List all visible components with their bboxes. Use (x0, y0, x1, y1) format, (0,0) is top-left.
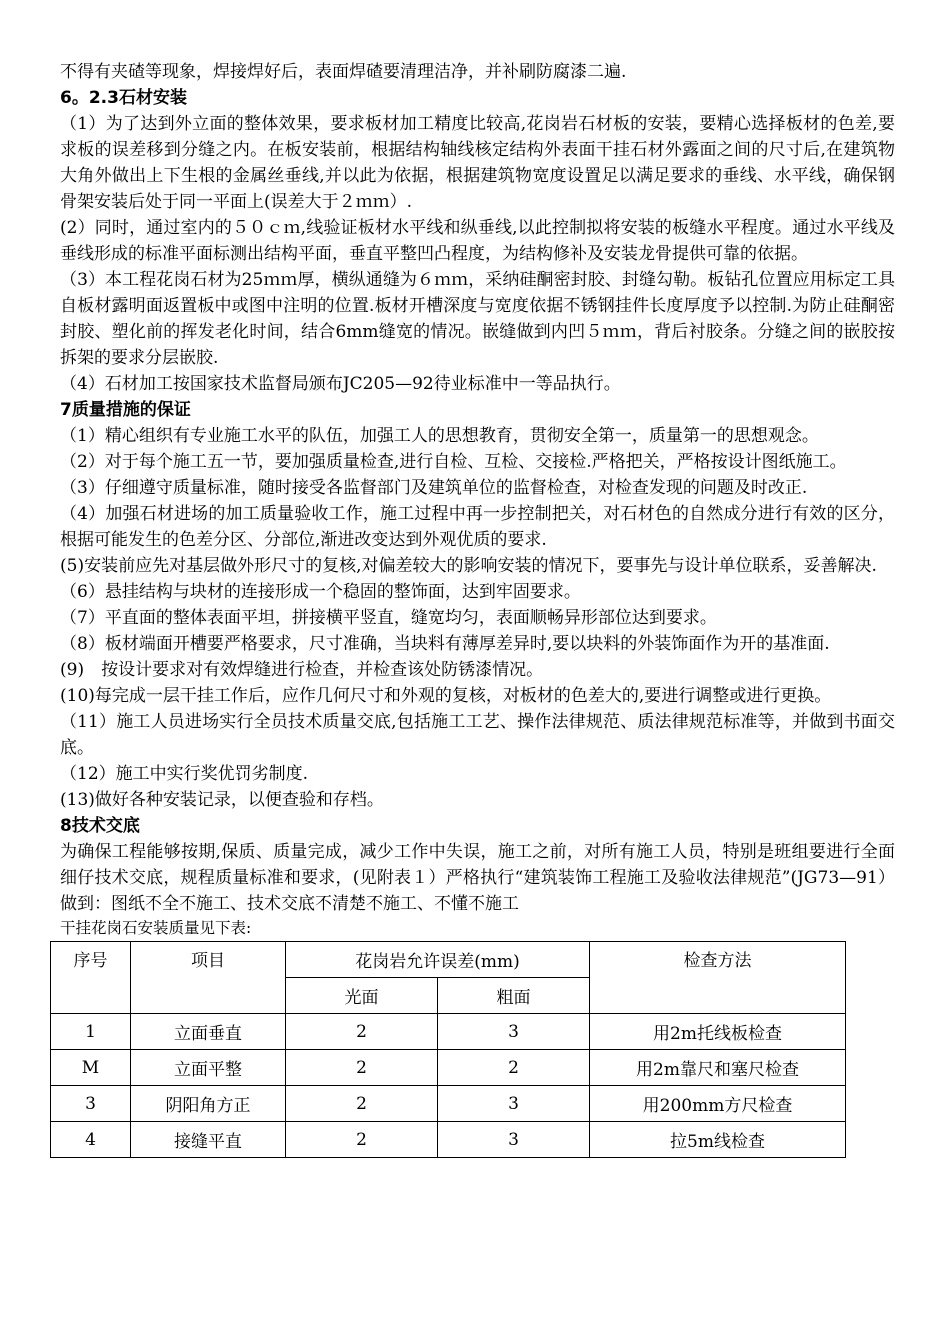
cell-method: 用200mm方尺检查 (590, 1086, 846, 1122)
table-caption: 干挂花岗石安装质量见下表: (60, 919, 252, 937)
paragraph: （3）本工程花岗石材为25ｍｍ厚，横纵通缝为６ｍｍ，采纳硅酮密封胶、封缝勾勒。板钻孔位置应用标定工具自板材露明面返置板中或图中注明的位置.板材开槽深度与宽度依据不锈钢挂件长度厚度予以控制.为防止硅酮密封胶、塑化前的挥发老化时间，结合6mm缝宽的情况。嵌缝做到内凹５ｍｍ，背后衬胶条。分缝之间的嵌胶按拆架的要求分层嵌胶. (60, 270, 895, 368)
cell-method: 用2m托线板检查 (590, 1014, 846, 1050)
paragraph: （11）施工人员进场实行全员技术质量交底,包括施工工艺、操作法律规范、质法律规范标准等，并做到书面交底。 (60, 712, 895, 758)
document-page (60, 59, 895, 1158)
paragraph: (5)安装前应先对基层做外形尺寸的复核,对偏差较大的影响安装的情况下，要事先与设计单位联系，妥善解决. (60, 556, 877, 576)
paragraph: （4）加强石材进场的加工质量验收工作，施工过程中再一步控制把关，对石材色的自然成分进行有效的区分，根据可能发生的色差分区、分部位,渐进改变达到外观优质的要求. (60, 504, 895, 550)
paragraph: （6）悬挂结构与块材的连接形成一个稳固的整饰面，达到牢固要求。 (60, 582, 581, 602)
paragraph: （12）施工中实行奖优罚劣制度. (60, 764, 309, 784)
table-row (51, 1014, 846, 1050)
cell-item: 立面平整 (131, 1050, 286, 1086)
cell-method: 用2m靠尺和塞尺检查 (590, 1050, 846, 1086)
cell-item: 立面垂直 (131, 1014, 286, 1050)
section-heading: 7质量措施的保证 (60, 400, 191, 420)
header-rough: 粗面 (438, 978, 590, 1014)
cell-smooth: 2 (286, 1122, 438, 1158)
quality-table (50, 941, 846, 1158)
cell-no: 3 (51, 1086, 131, 1122)
paragraph: （7）平直面的整体表面平坦，拼接横平竖直，缝宽均匀，表面顺畅异形部位达到要求。 (60, 608, 717, 628)
text-block (60, 59, 895, 917)
paragraph: 为确保工程能够按期,保质、质量完成，减少工作中失误，施工之前，对所有施工人员，特别是班组要进行全面细仔技术交底，规程质量标准和要求，(见附表１）严格执行“建筑装饰工程施工及验收法律规范”(JG73—91）做到：图纸不全不施工、技术交底不清楚不施工、不懂不施工 (60, 842, 895, 914)
paragraph: (9) 按设计要求对有效焊缝进行检查，并检查该处防锈漆情况。 (60, 660, 544, 680)
paragraph: (13)做好各种安装记录，以便查验和存档。 (60, 790, 384, 810)
table-row (51, 1050, 846, 1086)
paragraph: （2）对于每个施工五一节，要加强质量检查,进行自检、互检、交接检.严格把关，严格按设计图纸施工。 (60, 452, 847, 472)
cell-rough: 2 (438, 1050, 590, 1086)
header-no: 序号 (51, 942, 131, 1014)
paragraph: (10)每完成一层干挂工作后，应作几何尺寸和外观的复核，对板材的色差大的,要进行调整或进行更换。 (60, 686, 832, 706)
paragraph: （1）为了达到外立面的整体效果，要求板材加工精度比较高,花岗岩石材板的安装，要精心选择板材的色差,要求板的误差移到分缝之内。在板安装前，根据结构轴线核定结构外表面干挂石材外露面之间的尺寸后,在建筑物大角外做出上下生根的金属丝垂线,并以此为依据，根据建筑物宽度设置足以满足要求的垂线、水平线，确保钢骨架安装后处于同一平面上(误差大于２ｍｍ）. (60, 114, 895, 212)
paragraph: （3）仔细遵守质量标准，随时接受各监督部门及建筑单位的监督检查，对检查发现的问题及时改正. (60, 478, 808, 498)
table-header-row (51, 942, 846, 978)
cell-rough: 3 (438, 1122, 590, 1158)
paragraph: (2）同时，通过室内的５０ｃｍ,线验证板材水平线和纵垂线,以此控制拟将安装的板缝水平程度。通过水平线及垂线形成的标准平面标测出结构平面，垂直平整凹凸程度，为结构修补及安装龙骨提供可靠的依据。 (60, 218, 895, 264)
cell-smooth: 2 (286, 1014, 438, 1050)
cell-rough: 3 (438, 1086, 590, 1122)
cell-smooth: 2 (286, 1086, 438, 1122)
header-tolerance: 花岗岩允许误差(mm) (286, 942, 590, 978)
cell-method: 拉5m线检查 (590, 1122, 846, 1158)
cell-no: 4 (51, 1122, 131, 1158)
paragraph: 不得有夹碴等现象，焊接焊好后，表面焊碴要清理洁净，并补刷防腐漆二遍. (60, 62, 627, 82)
header-smooth: 光面 (286, 978, 438, 1014)
paragraph: （8）板材端面开槽要严格要求，尺寸准确，当块料有薄厚差异时,要以块料的外装饰面作为开的基准面. (60, 634, 830, 654)
cell-item: 阴阳角方正 (131, 1086, 286, 1122)
section-heading: 8技术交底 (60, 816, 140, 836)
paragraph: （4）石材加工按国家技术监督局颁布JC205—92待业标准中一等品执行。 (60, 374, 621, 394)
header-method: 检查方法 (590, 942, 846, 1014)
header-item: 项目 (131, 942, 286, 1014)
section-heading: 6。2.3石材安装 (60, 88, 187, 108)
table-row (51, 1122, 846, 1158)
cell-rough: 3 (438, 1014, 590, 1050)
cell-no: M (51, 1050, 131, 1086)
cell-no: 1 (51, 1014, 131, 1050)
paragraph: （1）精心组织有专业施工水平的队伍，加强工人的思想教育，贯彻安全第一，质量第一的思想观念。 (60, 426, 819, 446)
cell-item: 接缝平直 (131, 1122, 286, 1158)
table-row (51, 1086, 846, 1122)
cell-smooth: 2 (286, 1050, 438, 1086)
